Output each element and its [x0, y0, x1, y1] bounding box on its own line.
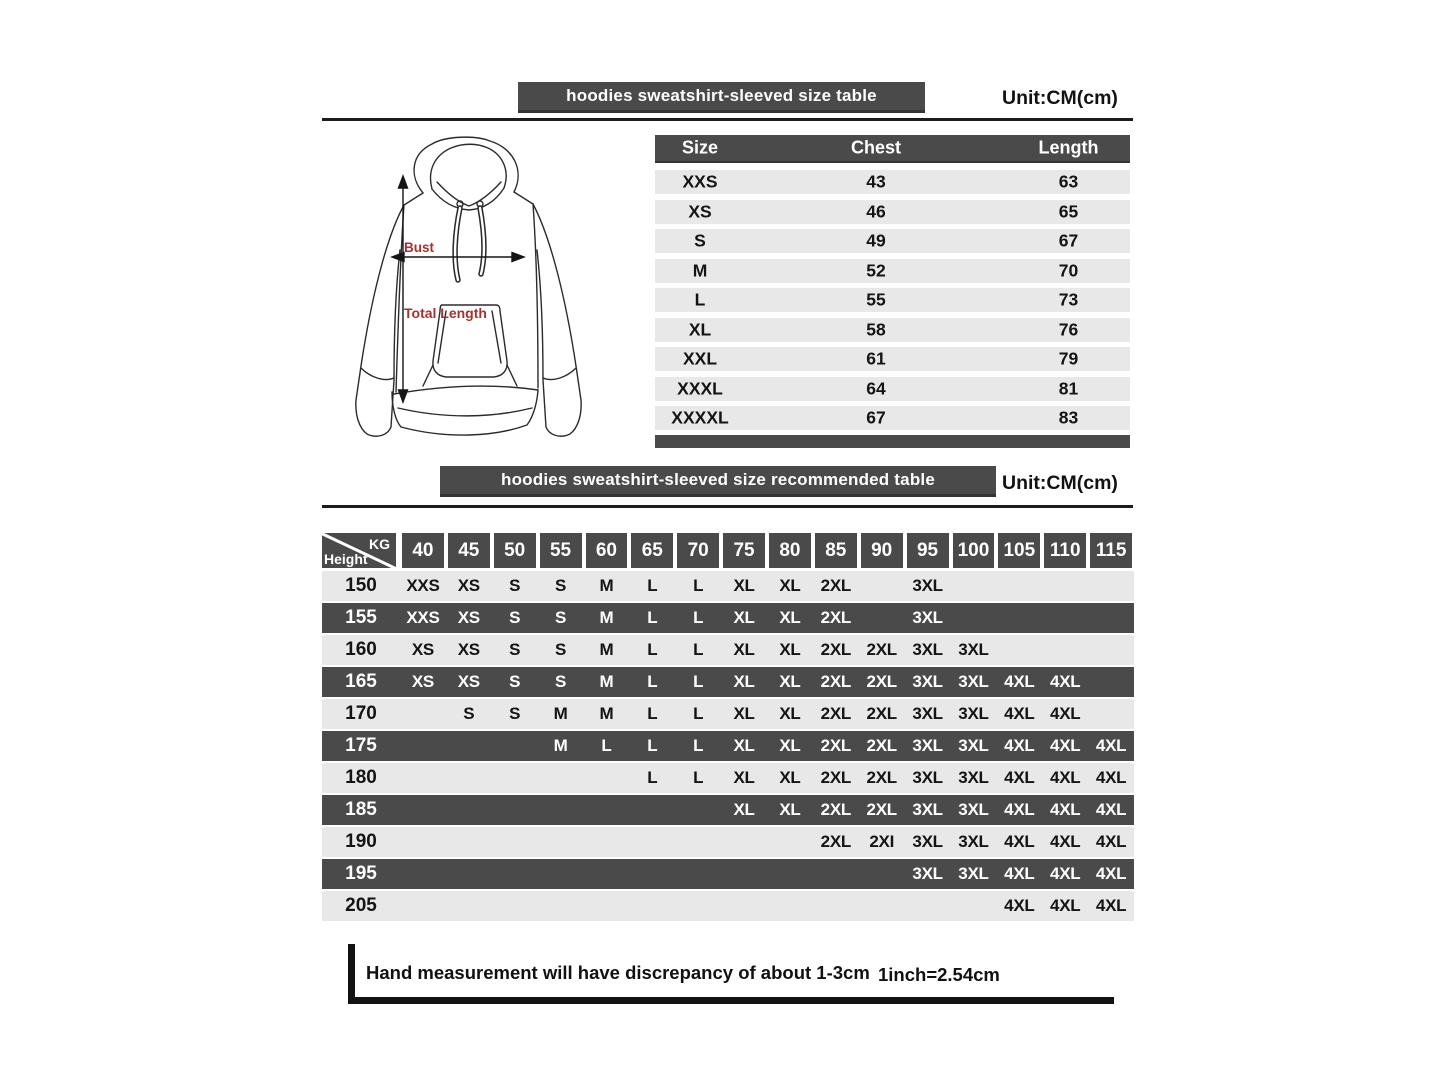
recommended-size-cell: M [599, 640, 614, 659]
height-label-cell: 195 [345, 863, 377, 884]
recommended-size-cell: XL [779, 768, 801, 787]
recommended-size-cell: XL [733, 768, 755, 787]
recommended-size-cell: L [647, 672, 658, 691]
size-cell: XL [688, 319, 712, 339]
recommended-unit-label: Unit:CM(cm) [1002, 472, 1118, 494]
size-table-banner-label: hoodies sweatshirt-sleeved size table [566, 86, 877, 105]
recommended-size-cell: 3XL [912, 736, 943, 755]
recommended-size-cell: 4XL [1050, 864, 1081, 883]
height-label-cell: 155 [345, 607, 377, 628]
recommended-size-cell: XL [733, 608, 755, 627]
recommended-size-cell: 2XL [866, 736, 897, 755]
size-table-footer-bar [655, 435, 1130, 448]
bust-arrow-right [512, 253, 524, 262]
matrix-row [322, 859, 1134, 889]
matrix-weights [400, 533, 1134, 568]
pocket-corner-notches [423, 365, 517, 386]
recommended-size-cell: L [647, 608, 658, 627]
recommended-size-cell: 4XL [1095, 800, 1127, 819]
weight-header-cell: 115 [1090, 533, 1132, 568]
recommended-size-cell: 3XL [958, 672, 989, 691]
size-cell: XXS [682, 171, 718, 192]
chest-cell: 55 [866, 289, 886, 310]
recommended-size-cell: 3XL [958, 768, 989, 787]
recommended-size-cell: 2XI [869, 832, 894, 851]
recommended-size-cell: 3XL [912, 672, 943, 691]
matrix-row [322, 795, 1134, 825]
footer-horizontal-bar [348, 997, 1114, 1004]
recommended-table-banner [440, 466, 996, 497]
size-cell: M [692, 260, 708, 280]
recommended-size-cell: L [693, 640, 704, 659]
height-label-cell: 180 [345, 767, 377, 788]
matrix-row [322, 891, 1134, 921]
hood-outline [414, 137, 518, 193]
recommended-size-cell: L [601, 736, 612, 755]
chest-cell: 46 [866, 201, 886, 221]
left-cuff-line [361, 368, 394, 380]
recommended-size-cell: 4XL [1095, 832, 1127, 851]
matrix-row [322, 571, 1134, 601]
weight-header-cell: 70 [677, 533, 719, 568]
conversion-note: 1inch=2.54cm [878, 964, 1000, 985]
recommended-size-cell: 4XL [1050, 736, 1081, 755]
height-label-cell: 175 [345, 735, 377, 756]
weight-header-cell: 80 [769, 533, 811, 568]
recommended-size-cell: 3XL [958, 800, 989, 819]
recommended-size-cell: 4XL [1004, 672, 1035, 691]
recommended-size-cell: L [693, 608, 704, 627]
size-table-banner [518, 82, 925, 113]
footer-vertical-bar [348, 944, 355, 1004]
weight-header-cell: 60 [586, 533, 628, 568]
hood-opening [431, 144, 507, 189]
length-cell: 73 [1058, 289, 1079, 310]
recommended-size-cell: XL [733, 640, 755, 659]
recommended-size-cell: M [599, 704, 614, 723]
recommendation-matrix [322, 533, 1134, 923]
recommended-size-cell: 3XL [912, 832, 943, 851]
recommended-size-cell: M [553, 704, 568, 723]
recommended-size-cell: 3XL [912, 608, 943, 627]
recommended-size-cell: 4XL [1004, 800, 1035, 819]
recommended-size-cell: L [693, 736, 704, 755]
matrix-row [322, 731, 1134, 761]
recommended-size-cell: L [647, 704, 658, 723]
recommended-size-cell: 2XL [866, 640, 897, 659]
size-cell: L [694, 289, 706, 310]
length-cell: 76 [1058, 319, 1079, 339]
size-unit-label: Unit:CM(cm) [1002, 87, 1118, 109]
matrix-row [322, 667, 1134, 697]
recommended-size-cell: 2XL [866, 800, 897, 819]
recommended-size-cell: 2XL [820, 576, 851, 595]
recommended-size-cell: L [693, 768, 704, 787]
height-label-cell: 165 [345, 671, 377, 692]
size-section-divider [322, 118, 1133, 121]
recommended-size-cell: L [693, 704, 704, 723]
recommended-size-cell: 3XL [958, 704, 989, 723]
recommended-size-cell: 3XL [958, 736, 989, 755]
recommended-size-cell: 3XL [912, 800, 943, 819]
recommended-size-cell: S [463, 704, 475, 723]
length-cell: 70 [1058, 260, 1079, 280]
measurement-note: Hand measurement will have discrepancy of about 1-3cm [366, 962, 870, 983]
hoodie-measurement-diagram [330, 130, 610, 460]
size-table-row [655, 406, 1130, 430]
recommended-size-cell: 2XL [866, 672, 897, 691]
recommended-size-cell: M [599, 672, 614, 691]
chest-cell: 67 [866, 407, 886, 428]
size-table-row [655, 200, 1130, 224]
total-length-label: Total Length [404, 305, 487, 321]
waistband-inner-line [398, 408, 532, 416]
waistband-bottom [392, 390, 538, 435]
chest-cell: 58 [866, 319, 886, 339]
recommended-size-cell: XS [457, 640, 480, 659]
recommended-size-cell: 3XL [958, 832, 989, 851]
recommended-size-cell: 4XL [1004, 896, 1035, 915]
size-table-row [655, 170, 1130, 194]
recommended-size-cell: 4XL [1050, 832, 1081, 851]
recommended-size-cell: 2XL [820, 672, 851, 691]
recommended-size-cell: 4XL [1004, 832, 1035, 851]
length-cell: 65 [1058, 201, 1079, 221]
size-table-row [655, 377, 1130, 401]
recommended-size-cell: 2XL [820, 608, 851, 627]
recommended-size-cell: XL [779, 576, 801, 595]
recommended-size-cell: 3XL [912, 704, 943, 723]
matrix-row [322, 763, 1134, 793]
recommended-size-cell: 4XL [1004, 768, 1035, 787]
recommended-size-cell: XL [779, 800, 801, 819]
body-right-edge [533, 204, 538, 388]
weight-header-cell: 75 [723, 533, 765, 568]
size-table [655, 135, 1130, 448]
weight-header-cell: 85 [815, 533, 857, 568]
recommended-size-cell: 3XL [912, 576, 943, 595]
recommended-size-cell: XXS [406, 608, 440, 627]
matrix-row [322, 827, 1134, 857]
total-length-arrow-top [399, 176, 408, 188]
size-table-row [655, 318, 1130, 342]
size-table-row [655, 259, 1130, 283]
recommended-size-cell: 4XL [1095, 896, 1127, 915]
matrix-body [322, 571, 1134, 921]
recommended-size-cell: S [509, 704, 521, 723]
recommended-size-cell: S [509, 640, 521, 659]
collar-curve [432, 188, 504, 210]
matrix-row [322, 603, 1134, 633]
recommended-size-cell: S [555, 640, 567, 659]
recommended-size-cell: XL [779, 640, 801, 659]
chest-cell: 64 [866, 378, 886, 398]
recommended-size-cell: L [647, 736, 658, 755]
right-cuff-line [543, 368, 576, 380]
recommended-size-cell: S [509, 608, 521, 627]
recommended-size-cell: XL [779, 672, 801, 691]
recommended-size-cell: 2XL [820, 800, 851, 819]
recommended-size-cell: 2XL [820, 768, 851, 787]
chest-column-header: Chest [850, 137, 901, 158]
recommended-size-cell: L [647, 640, 658, 659]
recommended-size-cell: XL [733, 576, 755, 595]
size-cell: XXXL [677, 378, 723, 398]
chest-cell: 49 [866, 230, 886, 251]
recommended-size-cell: 4XL [1050, 800, 1081, 819]
recommended-size-cell: 4XL [1004, 704, 1035, 723]
recommended-size-cell: 4XL [1095, 864, 1127, 883]
size-cell: S [694, 230, 706, 251]
length-cell: 81 [1058, 378, 1079, 398]
recommended-size-cell: L [693, 672, 704, 691]
recommended-size-cell: S [555, 672, 567, 691]
recommended-size-cell: 3XL [912, 864, 943, 883]
recommended-size-cell: 2XL [866, 704, 897, 723]
recommended-size-cell: L [647, 576, 658, 595]
total-length-arrow-bottom [399, 390, 408, 402]
size-table-body [655, 170, 1130, 430]
recommended-size-cell: 4XL [1004, 864, 1035, 883]
matrix-row [322, 699, 1134, 729]
recommended-section-divider [322, 505, 1133, 508]
recommended-size-cell: 2XL [820, 640, 851, 659]
length-column-header: Length [1038, 137, 1099, 158]
size-table-header [655, 135, 1130, 163]
weight-header-cell: 40 [402, 533, 444, 568]
recommended-size-cell: M [599, 608, 614, 627]
recommended-size-cell: M [599, 576, 614, 595]
recommended-table-banner-label: hoodies sweatshirt-sleeved size recommended table [500, 470, 935, 489]
height-label-cell: 190 [345, 831, 377, 852]
weight-header-cell: 110 [1044, 533, 1086, 568]
recommended-size-cell: 4XL [1095, 736, 1127, 755]
recommended-size-cell: S [509, 576, 521, 595]
chest-cell: 61 [866, 348, 886, 369]
weight-header-cell: 45 [448, 533, 490, 568]
recommended-size-cell: XL [779, 608, 801, 627]
right-sleeve [533, 204, 581, 436]
recommended-size-cell: 4XL [1050, 768, 1081, 787]
height-label-cell: 160 [345, 639, 377, 660]
length-cell: 63 [1058, 171, 1079, 192]
size-table-row [655, 288, 1130, 312]
recommended-size-cell: 2XL [820, 736, 851, 755]
recommended-size-cell: XS [457, 672, 480, 691]
waistband-top [394, 386, 538, 394]
recommended-size-cell: XXS [406, 576, 440, 595]
recommended-size-cell: XL [779, 704, 801, 723]
height-label-cell: 170 [345, 703, 377, 724]
recommended-size-cell: XL [779, 736, 801, 755]
height-label-cell: 150 [345, 575, 377, 596]
recommended-size-cell: S [555, 608, 567, 627]
recommended-size-cell: 4XL [1050, 672, 1081, 691]
recommended-size-cell: XL [733, 672, 755, 691]
height-axis-label: Height [324, 551, 368, 567]
length-cell: 67 [1058, 230, 1079, 251]
size-table-row [655, 229, 1130, 253]
recommended-size-cell: XL [733, 800, 755, 819]
left-sleeve [356, 205, 404, 436]
weight-header-cell: 65 [631, 533, 673, 568]
recommended-size-cell: XS [411, 640, 434, 659]
recommended-size-cell: S [509, 672, 521, 691]
recommended-size-cell: S [555, 576, 567, 595]
weight-header-cell: 55 [540, 533, 582, 568]
recommended-size-cell: XS [457, 608, 480, 627]
kg-axis-label: KG [369, 536, 390, 552]
size-column-header: Size [681, 137, 719, 158]
recommended-size-cell: XS [411, 672, 434, 691]
recommended-size-cell: 4XL [1095, 768, 1127, 787]
recommended-size-cell: L [647, 768, 658, 787]
weight-header-cell: 95 [907, 533, 949, 568]
chest-cell: 52 [866, 260, 886, 280]
size-cell: XS [688, 201, 712, 221]
matrix-row [322, 635, 1134, 665]
weight-header-cell: 50 [494, 533, 536, 568]
length-cell: 83 [1058, 407, 1079, 428]
recommended-size-cell: M [553, 736, 568, 755]
recommended-size-cell: 3XL [958, 864, 989, 883]
recommended-size-cell: 2XL [820, 704, 851, 723]
bust-arrow-left [392, 253, 404, 262]
bust-label: Bust [404, 240, 434, 255]
shoulder-lines [404, 192, 533, 205]
recommended-size-cell: XL [733, 736, 755, 755]
recommended-size-cell: L [693, 576, 704, 595]
size-cell: XXXXL [671, 407, 729, 428]
recommended-size-cell: XS [457, 576, 480, 595]
matrix-header-row [322, 533, 1134, 568]
recommended-size-cell: 3XL [912, 640, 943, 659]
recommended-size-cell: 2XL [820, 832, 851, 851]
height-label-cell: 205 [345, 895, 377, 916]
recommended-size-cell: XL [733, 704, 755, 723]
weight-header-cell: 100 [953, 533, 995, 568]
size-table-row [655, 347, 1130, 371]
recommended-size-cell: 2XL [866, 768, 897, 787]
matrix-corner-cell [322, 533, 396, 568]
length-cell: 79 [1058, 348, 1079, 369]
weight-header-cell: 105 [998, 533, 1040, 568]
recommended-size-cell: 4XL [1050, 896, 1081, 915]
recommended-size-cell: 3XL [912, 768, 943, 787]
weight-header-cell: 90 [861, 533, 903, 568]
recommended-size-cell: 4XL [1050, 704, 1081, 723]
size-cell: XXL [682, 348, 718, 369]
height-label-cell: 185 [345, 799, 377, 820]
recommended-size-cell: 3XL [958, 640, 989, 659]
chest-cell: 43 [866, 171, 886, 192]
recommended-size-cell: 4XL [1004, 736, 1035, 755]
